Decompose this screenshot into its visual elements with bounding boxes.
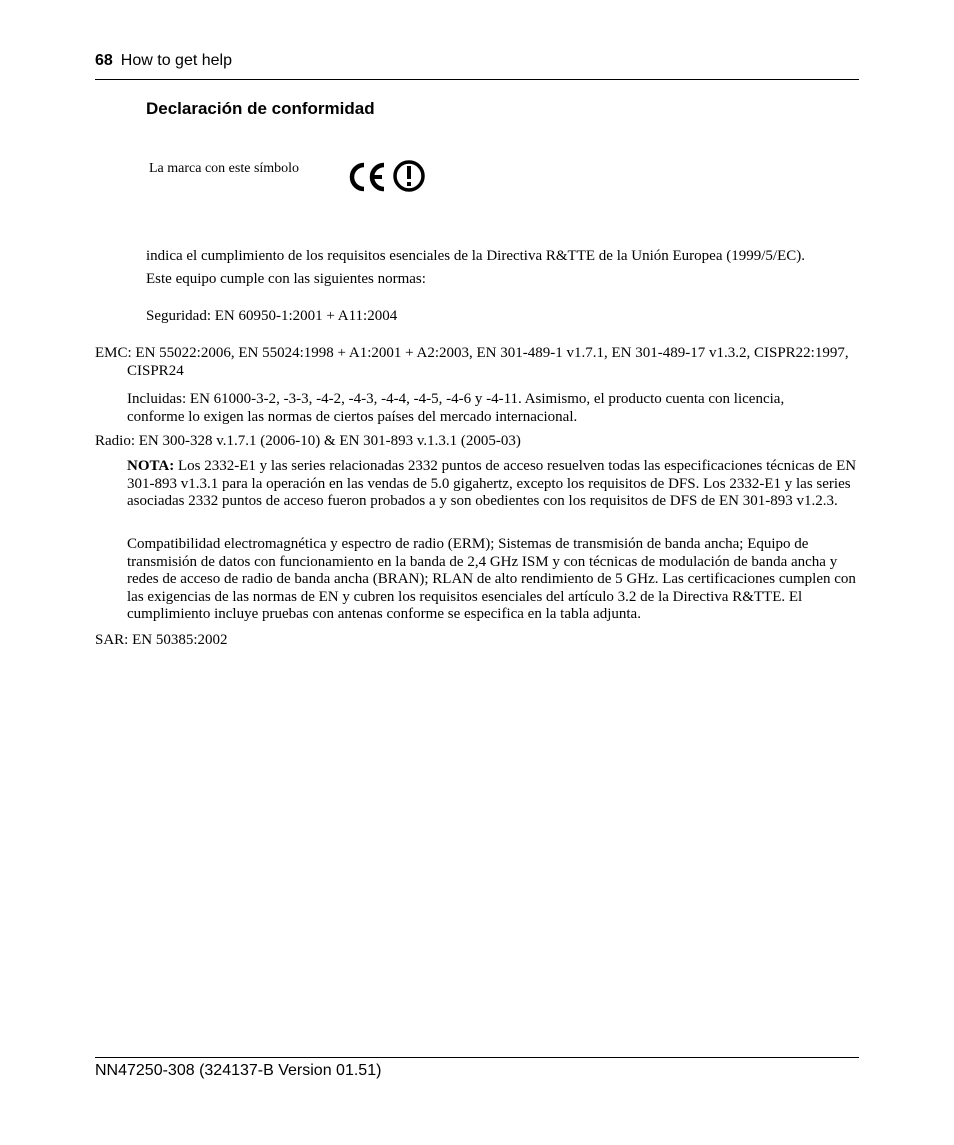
- included-standards: Incluidas: EN 61000-3-2, -3-3, -4-2, -4-3, -4-4, -4-5, -4-6 y -4-11. Asimismo, el producto cuenta con licencia, conforme lo exigen las normas de ciertos países del mercado internacional.: [127, 391, 785, 425]
- page-header: [95, 52, 232, 70]
- document-id: NN47250-308 (324137-B Version 01.51): [95, 1062, 382, 1079]
- mark-label: La marca con este símbolo: [149, 161, 300, 176]
- page-number: 68: [95, 52, 113, 69]
- note-paragraph: [127, 458, 859, 511]
- emc-standard: EMC: EN 55022:2006, EN 55024:1998 + A1:2001 + A2:2003, EN 301-489-1 v1.7.1, EN 301-489-17 v1.3.2, CISPR22:1997, CISPR24: [95, 345, 849, 379]
- page-title: Declaración de conformidad: [146, 99, 375, 118]
- section-title: How to get help: [120, 52, 232, 69]
- radio-standard: Radio: EN 300-328 v.1.7.1 (2006-10) & EN 301-893 v.1.3.1 (2005-03): [95, 433, 521, 449]
- alert-exclamation-icon: [392, 159, 428, 193]
- standards-intro: Este equipo cumple con las siguientes normas:: [146, 271, 426, 287]
- header-rule: [95, 79, 859, 80]
- compliance-paragraph: indica el cumplimiento de los requisitos esenciales de la Directiva R&TTE de la Unión Europea (1999/5/EC).: [146, 248, 805, 264]
- note-label: NOTA:: [127, 458, 175, 474]
- erm-paragraph: Compatibilidad electromagnética y espectro de radio (ERM); Sistemas de transmisión de banda ancha; Equipo de transmisión de datos con funcionamiento en la banda de 2,4 GHz ISM y con técnicas de modulación de banda ancha y redes de acceso de radio de banda ancha (BRAN); RLAN de alto rendimiento de 5 GHz. Las certificaciones cumplen con las exigencias de las normas de EN y cubren los requisitos esenciales del artículo 3.2 de la Directiva R&TTE. El cumplimiento incluye pruebas con antenas conforme se especifica en la tabla adjunta.: [127, 536, 856, 622]
- note-text: Los 2332-E1 y las series relacionadas 2332 puntos de acceso resuelven todas las especificaciones técnicas de EN 301-893 v1.3.1 para la operación en las vendas de 5.0 gigahertz, excepto los requisitos de DFS. Los 2332-E1 y las series asociadas 2332 puntos de acceso fueron probados a y son obedientes con los requisitos de DFS de EN 301-893 v1.2.3.: [127, 458, 857, 509]
- safety-standard: Seguridad: EN 60950-1:2001 + A11:2004: [146, 308, 398, 324]
- sar-standard: SAR: EN 50385:2002: [95, 632, 228, 648]
- ce-mark-icon: [345, 160, 387, 194]
- footer-rule: [95, 1057, 859, 1058]
